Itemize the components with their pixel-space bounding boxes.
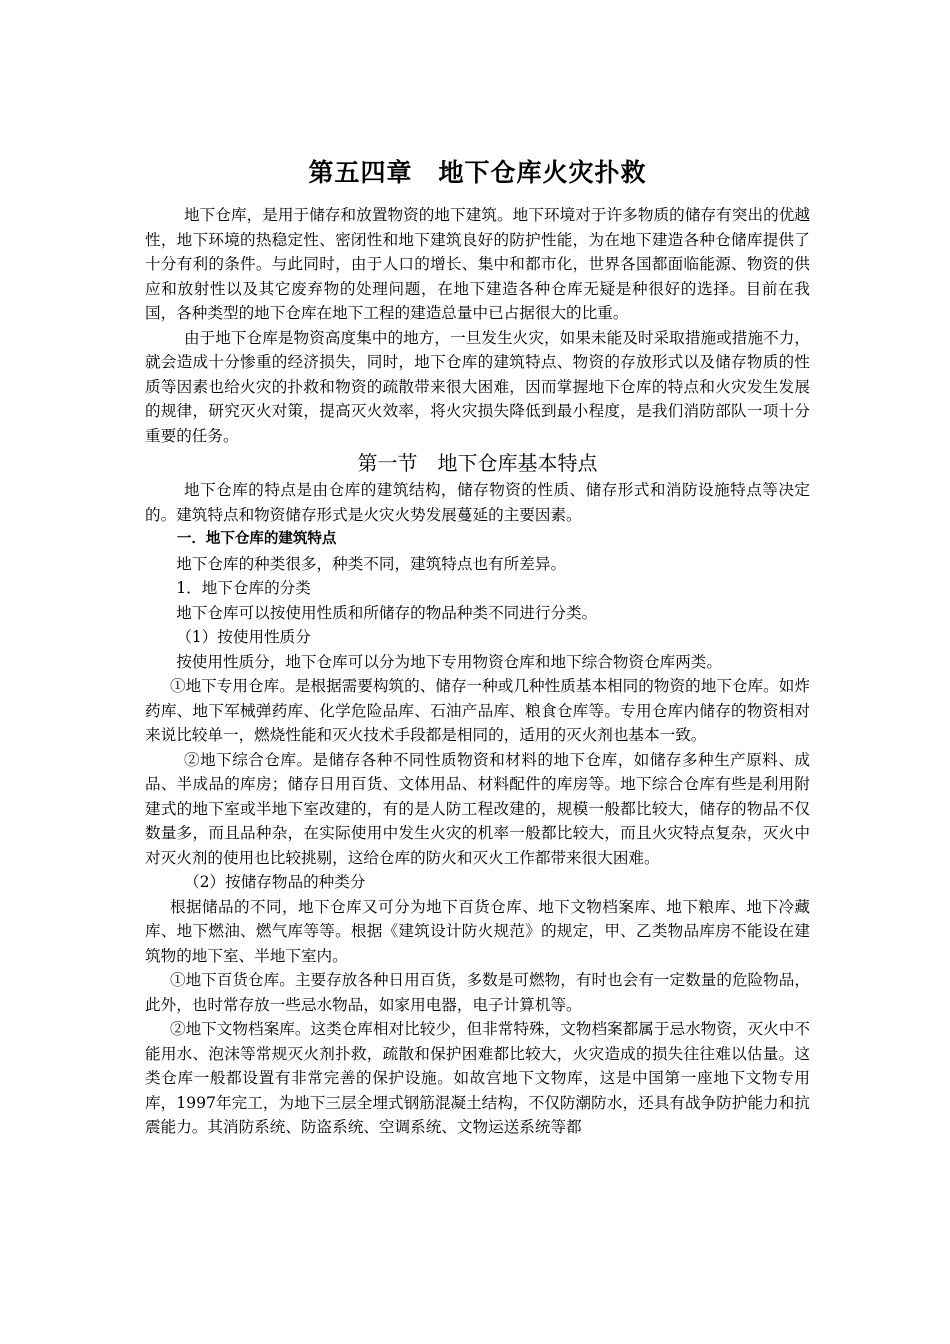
heading-classification: 1．地下仓库的分类 (176, 579, 311, 597)
paragraph-comprehensive-warehouse: ②地下综合仓库。是储存各种不同性质物资和材料的地下仓库，如储存多种生产原料、成品、半成品的库房；储存日用百货、文体用品、材料配件的库房等。地下综合仓库有些是利用附建式的地下室或半地下室改建的，有的是人防工程改建的，规模一般都比较大，储存的物品不仅数量多，而且品种杂，在实际使用中发生火灾的机率一般都比较大，而且火灾特点复杂，灭火中对灭火剂的使用也比较挑剔，这给仓库的防火和灭火工作都带来很大困难。 (145, 750, 810, 867)
section-title: 第一节 地下仓库基本特点 (357, 451, 598, 475)
paragraph-special-warehouse: ①地下专用仓库。是根据需要构筑的、储存一种或几种性质基本相同的物资的地下仓库。如炸药库、地下军械弹药库、化学危险品库、石油产品库、粮食仓库等。专用仓库内储存的物资相对来说比较单一，燃烧性能和灭火技术手段都是相同的，适用的灭火剂也基本一致。 (145, 677, 810, 744)
paragraph-by-use: 按使用性质分，地下仓库可以分为地下专用物资仓库和地下综合物资仓库两类。 (176, 652, 722, 671)
paragraph-department-store: ①地下百货仓库。主要存放各种日用百货，多数是可燃物，有时也会有一定数量的危险物品，此外，也时常存放一些忌水物品，如家用电器，电子计算机等。 (145, 971, 810, 1014)
heading-by-use: （1）按使用性质分 (176, 628, 311, 646)
paragraph-by-goods-type: 根据储品的不同，地下仓库又可分为地下百货仓库、地下文物档案库、地下粮库、地下冷藏库、地下燃油、燃气库等等。根据《建筑设计防火规范》的规定，甲、乙类物品库房不能设在建筑物的地下室、半地下室内。 (145, 897, 810, 965)
document-body (145, 157, 810, 1140)
intro-paragraph-1: 地下仓库，是用于储存和放置物资的地下建筑。地下环境对于许多物质的储存有突出的优越性，地下环境的热稳定性、密闭性和地下建筑良好的防护性能，为在地下建造各种仓储库提供了十分有利的条件。与此同时，由于人口的增长、集中和都市化，世界各国都面临能源、物资的供应和放射性以及其它废弃物的处理问题，在地下建造各种仓库无疑是种很好的选择。目前在我国，各种类型的地下仓库在地下工程的建造总量中已占据很大的比重。 (145, 206, 810, 322)
heading-by-goods-type: （2）按储存物品的种类分 (184, 873, 366, 891)
paragraph-types: 地下仓库的种类很多，种类不同，建筑特点也有所差异。 (176, 554, 567, 573)
paragraph-classification: 地下仓库可以按使用性质和所储存的物品种类不同进行分类。 (176, 603, 598, 622)
section-intro: 地下仓库的特点是由仓库的建筑结构，储存物资的性质、储存形式和消防设施特点等决定的。建筑特点和物资储存形式是火灾火势发展蔓延的主要因素。 (145, 481, 810, 524)
paragraph-archive-warehouse: ②地下文物档案库。这类仓库相对比较少，但非常特殊，文物档案都属于忌水物资，灭火中不能用水、泡沫等常规灭火剂扑救，疏散和保护困难都比较大，火灾造成的损失往往难以估量。这类仓库一般都设置有非常完善的保护设施。如故宫地下文物库，这是中国第一座地下文物专用库，1997年完工，为地下三层全埋式钢筋混凝土结构，不仅防潮防水，还具有战争防护能力和抗震能力。其消防系统、防盗系统、空调系统、文物运送系统等都 (145, 1020, 810, 1136)
subheading-building-features: 一．地下仓库的建筑特点 (176, 531, 337, 547)
intro-paragraph-2: 由于地下仓库是物资高度集中的地方，一旦发生火灾，如果未能及时采取措施或措施不力，就会造成十分惨重的经济损失，同时，地下仓库的建筑特点、物资的存放形式以及储存物质的性质等因素也给火灾的扑救和物资的疏散带来很大困难，因而掌握地下仓库的特点和火灾发生发展的规律，研究灭火对策，提高灭火效率，将火灾损失降低到最小程度，是我们消防部队一项十分重要的任务。 (145, 328, 810, 445)
chapter-title: 第五四章 地下仓库火灾扑救 (308, 158, 647, 187)
